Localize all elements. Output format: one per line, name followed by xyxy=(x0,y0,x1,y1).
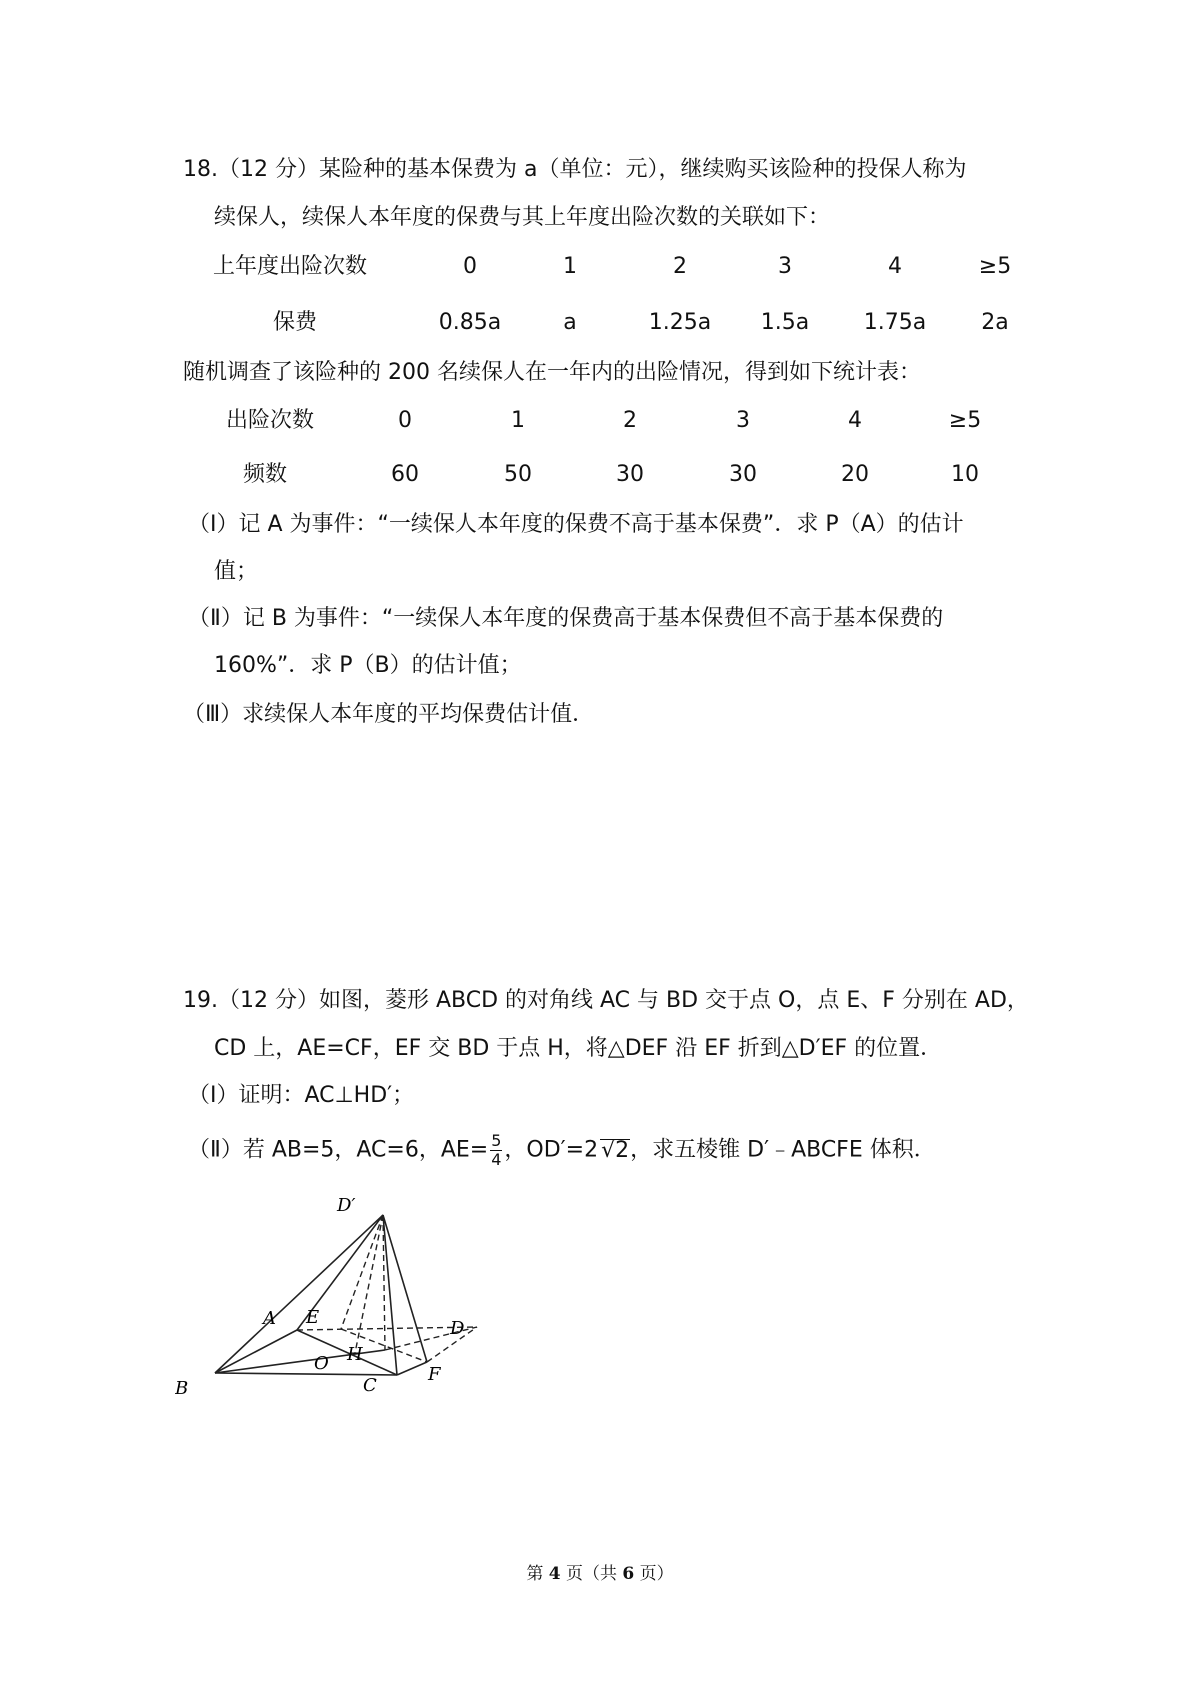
sqrt-radical xyxy=(600,1139,630,1162)
fraction-denominator: 4 xyxy=(491,1150,502,1169)
q18-part3: （Ⅲ）求续保人本年度的平均保费估计值． xyxy=(183,702,595,727)
q19-part2-prefix: （Ⅱ）若 AB=5，AC=6，AE= xyxy=(188,1137,489,1163)
table2-header-cell: 0 xyxy=(398,408,412,433)
sqrt-symbol: √ xyxy=(601,1137,616,1163)
table1-row-cell: 1.5a xyxy=(760,310,810,335)
table2-header-cell: 2 xyxy=(623,408,637,433)
q18-part1-line-2: 值； xyxy=(214,559,259,584)
table1-row-cell: 1.25a xyxy=(648,310,712,335)
label-B: B xyxy=(175,1378,189,1399)
table1-row-cell: 2a xyxy=(981,310,1009,335)
table1-header-label: 上年度出险次数 xyxy=(212,254,367,279)
table2-row-cell: 60 xyxy=(391,462,419,487)
table1-row-label: 保费 xyxy=(272,310,317,335)
edge-B-A xyxy=(215,1330,297,1373)
table2-row-cell: 30 xyxy=(616,462,644,487)
table2-row-label: 频数 xyxy=(242,462,287,487)
table2-row-cell: 20 xyxy=(841,462,869,487)
footer-prefix: 第 xyxy=(526,1564,549,1584)
table2-row-cell: 10 xyxy=(951,462,979,487)
pyramid-figure xyxy=(175,1195,515,1415)
table2-header-cell: 1 xyxy=(511,408,525,433)
edge-Dp-E xyxy=(341,1215,383,1329)
label-A: A xyxy=(263,1308,276,1329)
q18-line-2: 续保人，续保人本年度的保费与其上年度出险次数的关联如下： xyxy=(214,205,831,230)
table1-row-cell: 0.85a xyxy=(438,310,502,335)
q19-part2-suffix: ，求五棱锥 D′﹣ABCFE 体积． xyxy=(630,1137,936,1163)
q18-line-1: 18.（12 分）某险种的基本保费为 a（单位：元），继续购买该险种的投保人称为 xyxy=(183,157,967,182)
label-C: C xyxy=(363,1375,377,1396)
q19-part2 xyxy=(188,1132,936,1169)
total-pages-number: 6 xyxy=(622,1564,635,1584)
table2-header-cell: ≥5 xyxy=(948,408,982,433)
edge-Dp-O xyxy=(355,1215,383,1353)
label-H: H xyxy=(347,1344,363,1365)
label-Dp: D′ xyxy=(337,1195,356,1216)
label-F: F xyxy=(428,1364,441,1385)
table1-header-cell: 4 xyxy=(888,254,902,279)
label-O: O xyxy=(314,1353,329,1374)
page-footer xyxy=(0,1562,1200,1586)
table1-header-cell: 3 xyxy=(778,254,792,279)
table1-header-cell: 2 xyxy=(673,254,687,279)
table1-row-cell: 1.75a xyxy=(863,310,927,335)
fraction xyxy=(490,1132,502,1169)
footer-suffix: 页） xyxy=(634,1564,674,1584)
q19-line-1: 19.（12 分）如图，菱形 ABCD 的对角线 AC 与 BD 交于点 O，点 E、F 分别在 AD， xyxy=(183,988,1029,1013)
edge-C-F xyxy=(397,1362,427,1375)
table1-header-cell: ≥5 xyxy=(978,254,1012,279)
table2-row-cell: 50 xyxy=(504,462,532,487)
q19-line-2: CD 上，AE=CF，EF 交 BD 于点 H，将△DEF 沿 EF 折到△D′EF 的位置． xyxy=(214,1036,943,1061)
sqrt-argument: 2 xyxy=(615,1137,630,1163)
table1-row-cell: a xyxy=(563,310,577,335)
q19-part1: （Ⅰ）证明：AC⊥HD′； xyxy=(188,1083,415,1108)
table2-header-label: 出险次数 xyxy=(225,408,314,433)
table1-header-cell: 0 xyxy=(463,254,477,279)
q18-line-3: 随机调查了该险种的 200 名续保人在一年内的出险情况，得到如下统计表： xyxy=(183,360,921,385)
q18-part2-line-1: （Ⅱ）记 B 为事件：“一续保人本年度的保费高于基本保费但不高于基本保费的 xyxy=(188,606,944,631)
footer-middle: 页（共 xyxy=(560,1564,623,1584)
table1-header-cell: 1 xyxy=(563,254,577,279)
q19-part2-mid: ，OD′=2 xyxy=(504,1137,599,1163)
current-page-number: 4 xyxy=(548,1564,561,1584)
q18-part2-line-2: 160%”．求 P（B）的估计值； xyxy=(214,653,522,678)
label-E: E xyxy=(306,1307,320,1328)
fraction-numerator: 5 xyxy=(491,1131,502,1150)
table2-row-cell: 30 xyxy=(729,462,757,487)
q18-part1-line-1: （Ⅰ）记 A 为事件：“一续保人本年度的保费不高于基本保费”．求 P（A）的估计 xyxy=(188,512,964,537)
table2-header-cell: 4 xyxy=(848,408,862,433)
table2-header-cell: 3 xyxy=(736,408,750,433)
label-D: D xyxy=(450,1318,465,1339)
